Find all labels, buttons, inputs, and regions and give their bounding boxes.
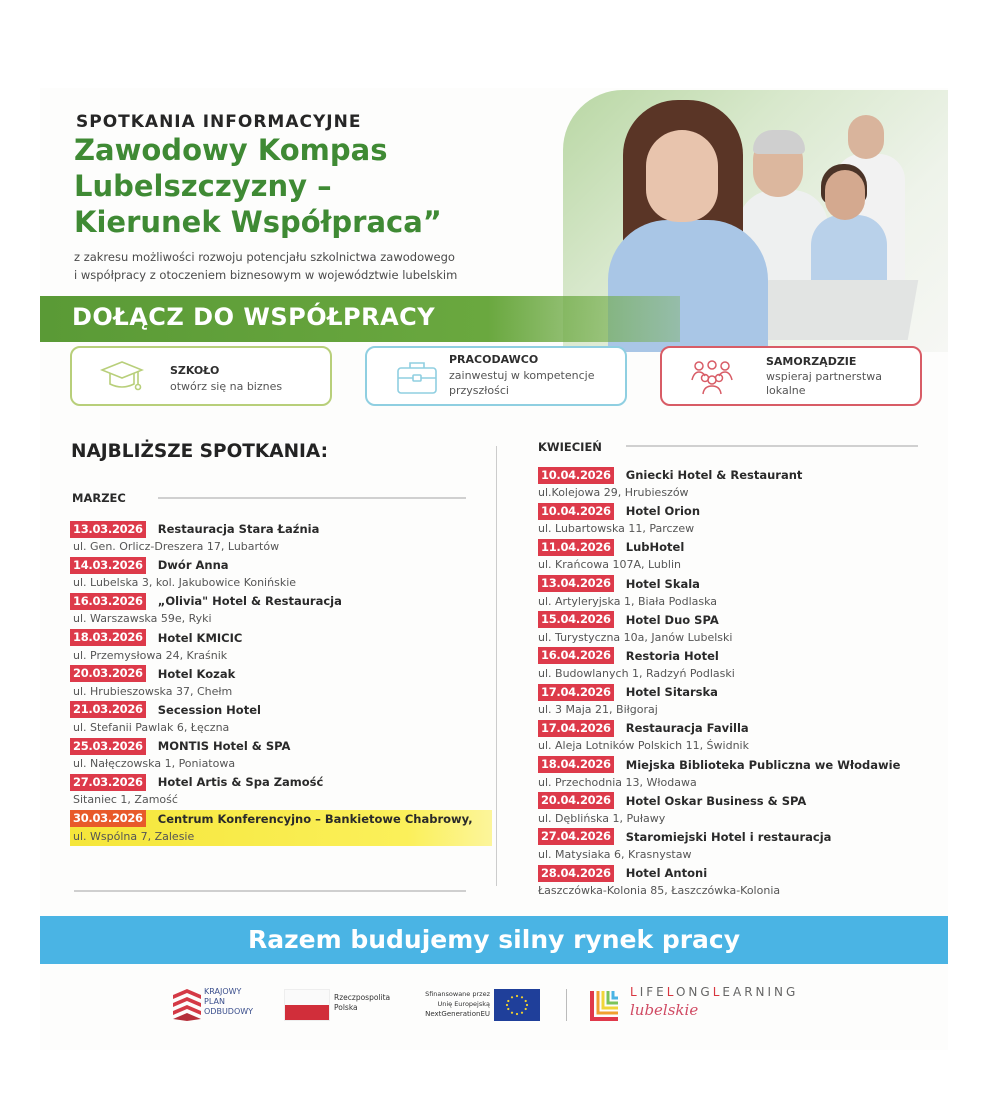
venue-address: ul. Nałęczowska 1, Poniatowa [73, 757, 236, 771]
meeting-entry [538, 647, 948, 683]
meeting-entry [538, 864, 948, 900]
venue-address: ul. Artyleryjska 1, Biała Podlaska [538, 594, 718, 608]
month-label-march: MARZEC [72, 491, 126, 505]
venue-address: ul. Przemysłowa 24, Kraśnik [73, 648, 228, 662]
venue-name: Dwór Anna [157, 558, 229, 573]
logo-separator [566, 989, 567, 1021]
venue-address: ul. Budowlanych 1, Radzyń Podlaski [538, 666, 735, 680]
meeting-entry [538, 575, 948, 611]
ll-part: L [712, 985, 723, 999]
date-badge: 16.03.2026 [70, 593, 146, 610]
april-list [538, 466, 948, 900]
card-school [70, 346, 332, 406]
date-badge: 16.04.2026 [538, 647, 614, 664]
slogan-text: Razem budujemy silny rynek pracy [247, 925, 741, 954]
meeting-entry [538, 792, 948, 828]
card-desc: zainwestuj w kompetencje [449, 369, 595, 382]
venue-address: ul. Krańcowa 107A, Lublin [538, 558, 681, 572]
meeting-entry-highlighted [70, 810, 492, 846]
venue-address: ul. Wspólna 7, Zalesie [73, 829, 195, 843]
venue-address: ul. Lubartowska 11, Parczew [538, 522, 695, 536]
join-banner [40, 296, 680, 342]
date-badge: 17.04.2026 [538, 720, 614, 737]
venue-name: Hotel Sitarska [625, 685, 718, 700]
month-divider [626, 445, 918, 447]
date-badge: 11.04.2026 [538, 539, 614, 556]
meeting-entry [70, 665, 492, 701]
kpo-logo-icon [173, 989, 201, 1021]
photo-figure [646, 130, 718, 222]
venue-name: „Olivia" Hotel & Restauracja [157, 594, 342, 609]
poster [40, 88, 948, 1050]
lifelong-learning-logo-icon [590, 989, 620, 1021]
date-badge: 18.03.2026 [70, 629, 146, 646]
eu-line: NextGenerationEU [425, 1010, 490, 1018]
meeting-entry [70, 556, 492, 592]
venue-address: ul. Warszawska 59e, Ryki [73, 612, 212, 626]
date-badge: 28.04.2026 [538, 865, 614, 882]
meeting-entry [538, 719, 948, 755]
card-employer [365, 346, 627, 406]
card-desc: otwórz się na biznes [170, 380, 283, 393]
graduation-cap-icon [100, 358, 144, 396]
photo-figure [825, 170, 865, 220]
meeting-entry [538, 828, 948, 864]
venue-address: ul. Aleja Lotników Polskich 11, Świdnik [538, 739, 749, 753]
meeting-entry [538, 756, 948, 792]
date-badge: 18.04.2026 [538, 756, 614, 773]
date-badge: 13.03.2026 [70, 521, 146, 538]
date-badge: 20.03.2026 [70, 665, 146, 682]
lifelong-learning-subtitle: lubelskie [630, 1001, 699, 1019]
card-title: SAMORZĄDZIE [766, 355, 857, 368]
meeting-entry [538, 466, 948, 502]
kpo-logo-text [204, 987, 253, 1017]
card-desc: wspieraj partnerstwa [766, 370, 882, 383]
briefcase-icon [395, 358, 439, 396]
rp-logo-text [334, 993, 390, 1013]
venue-name: Hotel Oskar Business & SPA [625, 793, 807, 808]
lifelong-learning-title [630, 985, 798, 999]
month-divider [158, 497, 466, 499]
polish-flag-icon [284, 989, 330, 1021]
title-line: Zawodowy Kompas [74, 133, 388, 167]
eu-line: Sfinansowane przez [425, 990, 490, 998]
title-line: Lubelszczyzny – [74, 169, 332, 203]
meeting-entry [70, 592, 492, 628]
rp-line: Polska [334, 1003, 358, 1012]
venue-address: ul. Przechodnia 13, Włodawa [538, 775, 697, 789]
venue-name: Secession Hotel [157, 702, 261, 717]
sponsor-logos [40, 983, 948, 1033]
subtitle [74, 248, 457, 284]
venue-name: Restauracja Favilla [625, 721, 749, 736]
ll-part: EARNING [722, 985, 799, 999]
venue-address: ul. 3 Maja 21, Biłgoraj [538, 703, 658, 717]
kicker: SPOTKANIA INFORMACYJNE [76, 112, 362, 132]
meeting-entry [70, 773, 492, 809]
date-badge: 14.03.2026 [70, 557, 146, 574]
venue-address: ul. Lubelska 3, kol. Jakubowice Konińskie [73, 576, 297, 590]
venue-address: ul. Stefanii Pawlak 6, Łęczna [73, 720, 230, 734]
subtitle-line: z zakresu możliwości rozwoju potencjału szkolnictwa zawodowego [74, 250, 455, 264]
month-label-april: KWIECIEŃ [538, 440, 602, 454]
page-title [74, 132, 442, 240]
venue-name: Miejska Biblioteka Publiczna we Włodawie [625, 757, 901, 772]
ll-part: L [630, 985, 640, 999]
venue-name: Hotel Orion [625, 504, 701, 519]
meeting-entry [70, 520, 492, 556]
date-badge: 30.03.2026 [70, 810, 146, 827]
card-desc: przyszłości [449, 384, 509, 397]
eu-logo-text [392, 989, 490, 1019]
card-local-government [660, 346, 922, 406]
people-group-icon [690, 358, 734, 396]
venue-address: ul. Dęblińska 1, Puławy [538, 811, 666, 825]
venue-name: Hotel Skala [625, 576, 700, 591]
venue-address: ul. Hrubieszowska 37, Chełm [73, 684, 233, 698]
venue-name: Staromiejski Hotel i restauracja [625, 829, 832, 844]
kpo-line: PLAN [204, 997, 225, 1006]
venue-name: MONTIS Hotel & SPA [157, 739, 291, 754]
photo-figure [848, 115, 884, 159]
venue-name: Centrum Konferencyjno – Bankietowe Chabrowy, [157, 811, 473, 826]
venue-address: Łaszczówka-Kolonia 85, Łaszczówka-Kolonia [538, 884, 781, 898]
venue-name: Hotel Duo SPA [625, 612, 719, 627]
date-badge: 20.04.2026 [538, 792, 614, 809]
date-badge: 10.04.2026 [538, 467, 614, 484]
date-badge: 27.04.2026 [538, 828, 614, 845]
kpo-line: ODBUDOWY [204, 1007, 254, 1016]
meeting-entry [538, 683, 948, 719]
venue-address: Sitaniec 1, Zamość [73, 793, 178, 807]
card-desc: lokalne [766, 384, 806, 397]
date-badge: 10.04.2026 [538, 503, 614, 520]
eu-flag-icon [494, 989, 540, 1021]
meeting-entry [70, 629, 492, 665]
venue-name: Restauracja Stara Łaźnia [157, 522, 320, 536]
venue-name: LubHotel [625, 540, 685, 555]
venue-name: Hotel KMICIC [157, 630, 243, 645]
meeting-entry [538, 538, 948, 574]
eu-line: Unię Europejską [437, 1000, 490, 1008]
column-divider [496, 446, 497, 886]
date-badge: 17.04.2026 [538, 684, 614, 701]
rp-line: Rzeczpospolita [334, 993, 391, 1002]
subtitle-line: i współpracy z otoczeniem biznesowym w województwie lubelskim [74, 268, 458, 282]
date-badge: 15.04.2026 [538, 611, 614, 628]
venue-name: Gniecki Hotel & Restaurant [625, 468, 803, 482]
march-list [70, 520, 492, 846]
date-badge: 27.03.2026 [70, 774, 146, 791]
venue-name: Hotel Artis & Spa Zamość [157, 775, 324, 790]
ll-part: IFE [639, 985, 667, 999]
meeting-entry [538, 611, 948, 647]
venue-address: ul. Matysiaka 6, Krasnystaw [538, 847, 692, 861]
kpo-line: KRAJOWY [204, 987, 242, 996]
march-bottom-divider [74, 890, 466, 892]
ll-part: L [666, 985, 676, 999]
meeting-entry [70, 701, 492, 737]
date-badge: 13.04.2026 [538, 575, 614, 592]
card-title: PRACODAWCO [449, 353, 539, 366]
venue-name: Restoria Hotel [625, 648, 719, 663]
date-badge: 21.03.2026 [70, 701, 146, 718]
venue-address: ul. Turystyczna 10a, Janów Lubelski [538, 630, 733, 644]
venue-address: ul. Gen. Orlicz-Dreszera 17, Lubartów [73, 540, 280, 553]
title-line: Kierunek Współpraca” [74, 205, 442, 239]
venue-name: Hotel Kozak [157, 666, 236, 681]
ll-part: ONG [675, 985, 713, 999]
photo-laptop [758, 280, 919, 340]
venue-name: Hotel Antoni [625, 866, 708, 881]
meeting-entry [538, 502, 948, 538]
date-badge: 25.03.2026 [70, 738, 146, 755]
meeting-entry [70, 737, 492, 773]
slogan-banner [40, 916, 948, 964]
venue-address: ul.Kolejowa 29, Hrubieszów [538, 486, 689, 499]
meetings-title: NAJBLIŻSZE SPOTKANIA: [71, 441, 328, 462]
card-title: SZKOŁO [170, 364, 220, 377]
photo-figure [753, 130, 805, 154]
join-banner-label: DOŁĄCZ DO WSPÓŁPRACY [72, 303, 436, 331]
